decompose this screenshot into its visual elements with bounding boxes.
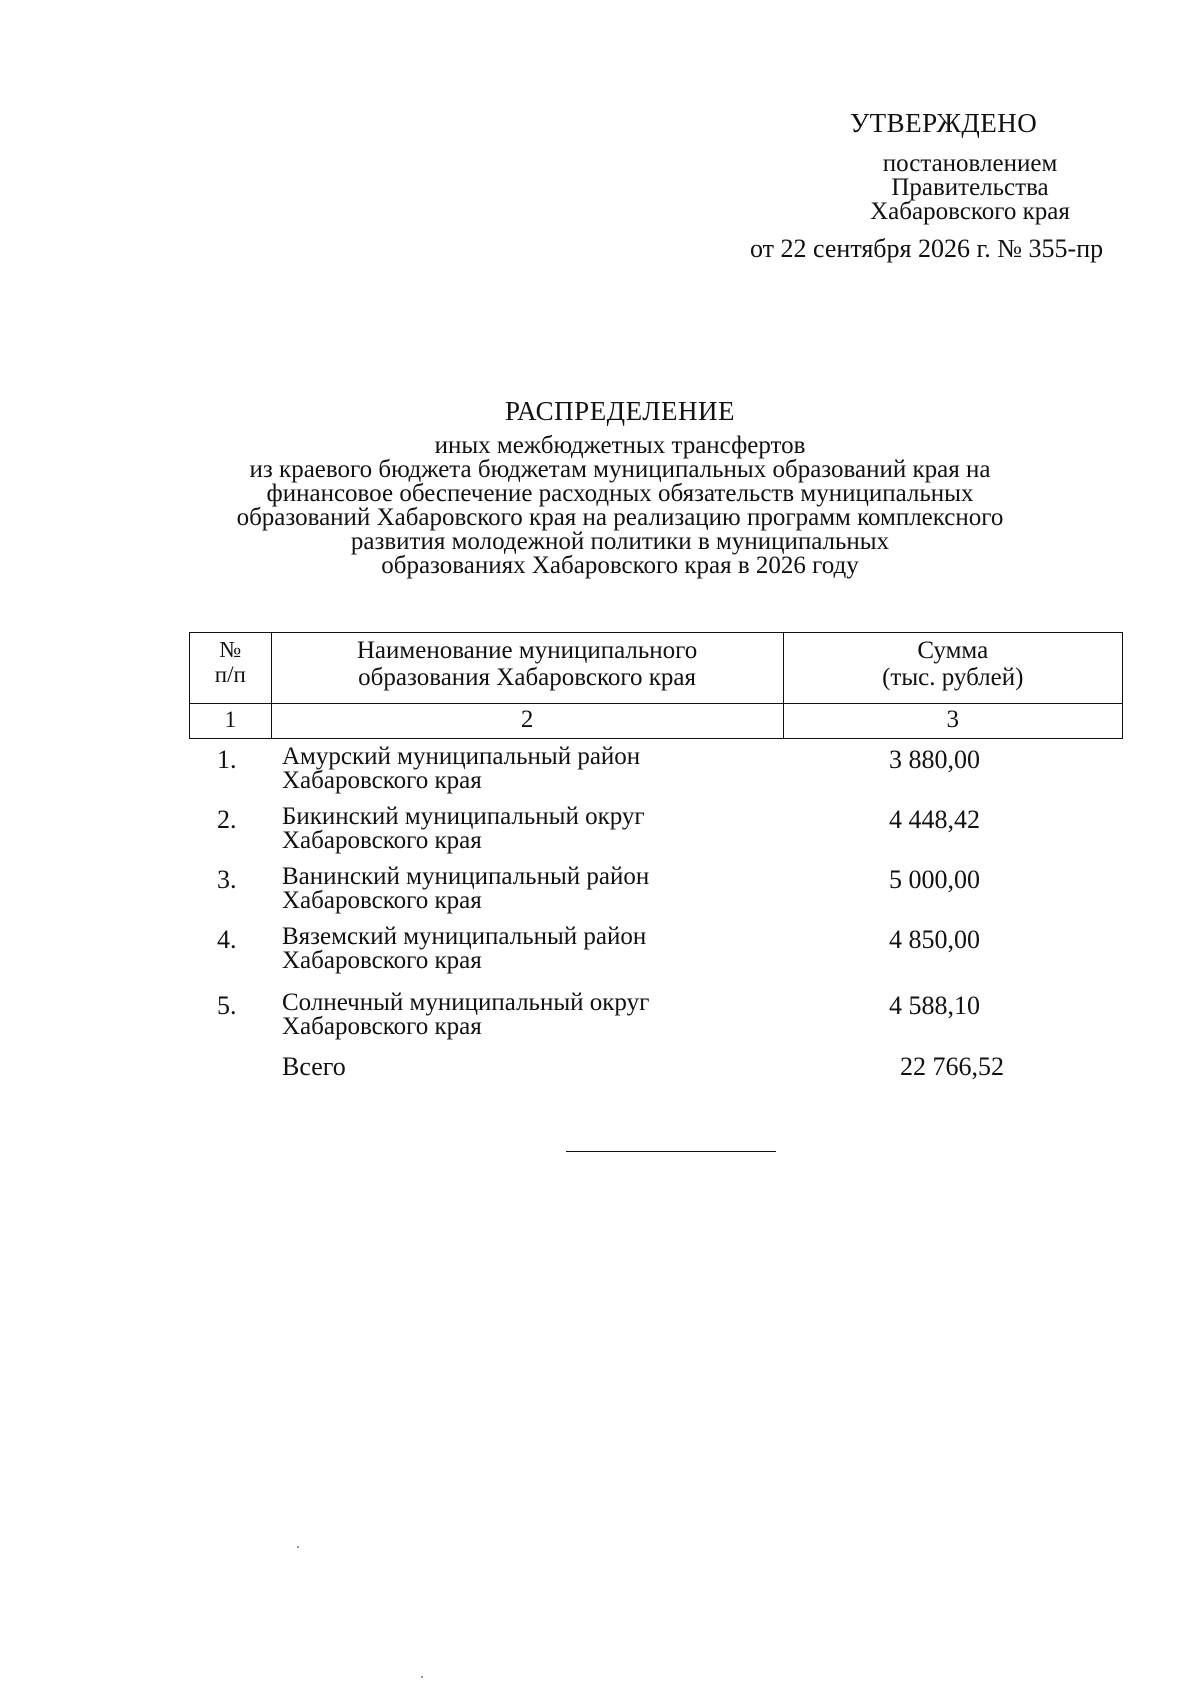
row-number: 3. — [217, 865, 237, 894]
column-number: 1 — [190, 704, 272, 739]
column-number: 3 — [783, 704, 1122, 739]
row-name — [282, 865, 649, 913]
row-amount: 3 880,00 — [889, 745, 980, 774]
header-name-line: образования Хабаровского края — [358, 664, 697, 691]
header-name — [271, 633, 783, 704]
subtitle-line: образованиях Хабаровского края в 2026 году — [381, 552, 859, 579]
row-name-line: Хабаровского края — [282, 947, 482, 974]
row-name — [282, 745, 640, 793]
subtitle-line: развития молодежной политики в муниципальных — [350, 528, 890, 555]
subtitle-line: образований Хабаровского края на реализацию программ комплексного — [236, 504, 1004, 531]
row-name — [282, 991, 649, 1039]
header-amount — [783, 633, 1122, 704]
document-subtitle — [200, 434, 1040, 578]
row-number: 2. — [217, 805, 237, 834]
end-divider — [566, 1151, 776, 1152]
approval-stamp: УТВЕРЖДЕНО — [850, 108, 1038, 138]
row-amount: 5 000,00 — [889, 865, 980, 894]
table-header — [189, 632, 1123, 739]
approval-date: от 22 сентября 2026 г. № 355-пр — [750, 234, 1104, 263]
scan-speck — [297, 1546, 299, 1548]
table-row — [189, 805, 1123, 865]
row-name-line: Хабаровского края — [282, 767, 482, 794]
row-number: 1. — [217, 745, 237, 774]
header-number — [190, 633, 272, 704]
total-label: Всего — [282, 1052, 346, 1081]
table-row — [189, 991, 1123, 1051]
approval-line: Хабаровского края — [870, 198, 1070, 225]
table-row — [189, 925, 1123, 985]
header-number-line: № — [219, 637, 242, 662]
row-name-line: Хабаровского края — [282, 1013, 482, 1040]
column-number-row — [190, 704, 1123, 739]
row-amount: 4 850,00 — [889, 925, 980, 954]
row-name-line: Хабаровского края — [282, 827, 482, 854]
row-amount: 4 448,42 — [889, 805, 980, 834]
table-body — [189, 745, 1123, 1051]
row-name-line: Бикинский муниципальный округ — [282, 803, 645, 830]
row-number: 4. — [217, 925, 237, 954]
row-name-line: Вяземский муниципальный район — [282, 923, 647, 950]
approval-line: Правительства — [891, 174, 1049, 201]
scan-speck — [421, 1676, 423, 1678]
header-row — [190, 633, 1123, 704]
subtitle-line: финансовое обеспечение расходных обязательств муниципальных — [266, 480, 974, 507]
row-number: 5. — [217, 991, 237, 1020]
subtitle-line: иных межбюджетных трансфертов — [434, 432, 806, 459]
table-row — [189, 865, 1123, 925]
header-amount-line: Сумма — [917, 637, 989, 664]
row-name — [282, 925, 646, 973]
header-name-line: Наименование муниципального — [356, 637, 698, 664]
row-name — [282, 805, 645, 853]
row-name-line: Солнечный муниципальный округ — [282, 989, 650, 1016]
column-number: 2 — [271, 704, 783, 739]
table-row — [189, 745, 1123, 805]
approval-line: постановлением — [882, 150, 1058, 177]
row-amount: 4 588,10 — [889, 991, 980, 1020]
total-row — [189, 1052, 1123, 1082]
row-name-line: Амурский муниципальный район — [282, 743, 641, 770]
row-name-line: Ванинский муниципальный район — [282, 863, 650, 890]
row-name-line: Хабаровского края — [282, 887, 482, 914]
total-amount: 22 766,52 — [900, 1052, 1004, 1081]
header-number-line: п/п — [214, 662, 246, 687]
subtitle-line: из краевого бюджета бюджетам муниципальных образований края на — [249, 456, 991, 483]
document-title: РАСПРЕДЕЛЕНИЕ — [504, 396, 736, 426]
header-amount-line: (тыс. рублей) — [882, 664, 1024, 691]
